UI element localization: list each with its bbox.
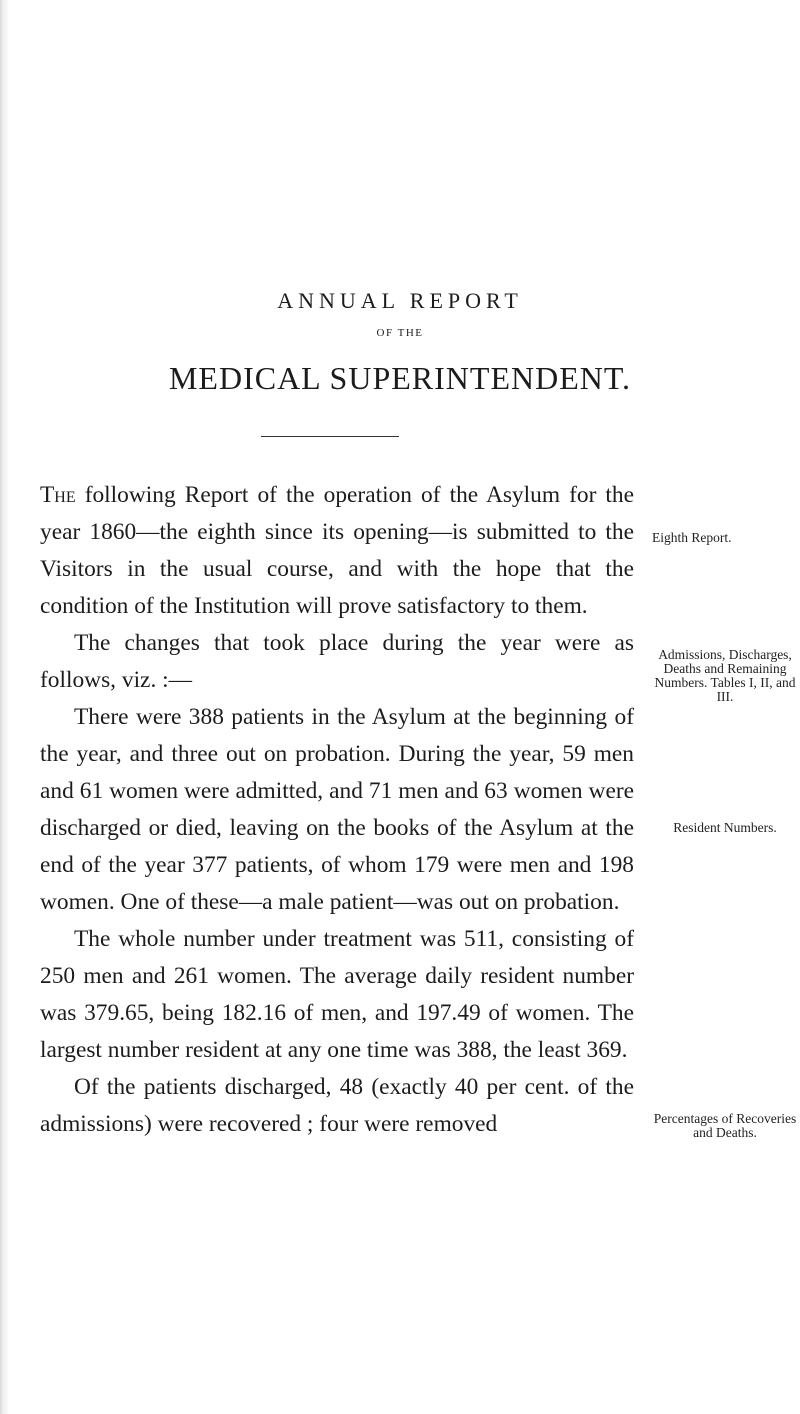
opening-word: The (40, 482, 76, 508)
report-heading: MEDICAL SUPERINTENDENT. (168, 360, 632, 396)
paragraph-intro (40, 477, 634, 625)
paragraph-changes: The changes that took place during the year were as follows, viz. :— (40, 630, 634, 693)
report-body (40, 477, 634, 1143)
report-subtitle: OF THE (376, 327, 424, 339)
paragraph-treatment: The whole number under treatment was 511, consisting of 250 men and 261 women. The average daily resident number was 379.65, being 182.16 of men, and 197.49 of women. The largest number resident at any one time was 388, the least 369. (40, 926, 634, 1063)
paragraph-intro-text: following Report of the operation of the Asylum for the year 1860—the eighth since its opening—is submitted to the Visitors in the usual course, and with the hope that the condition of the Institution will prove satisfactory to them. (40, 482, 634, 619)
margin-note-resident-numbers: Resident Numbers. (673, 820, 777, 835)
report-title: ANNUAL REPORT (277, 288, 523, 313)
paragraph-discharged: Of the patients discharged, 48 (exactly 40 per cent. of the admissions) were recovered ; four were removed (40, 1074, 634, 1137)
page-edge-shadow (0, 0, 10, 1414)
paragraph-patients: There were 388 patients in the Asylum at the beginning of the year, and three out on probation. During the year, 59 men and 61 women were admitted, and 71 men and 63 women were discharged or died, leaving on the books of the Asylum at the end of the year 377 patients, of whom 179 were men and 198 women. One of these—a male patient—was out on probation. (40, 704, 634, 915)
title-divider (261, 436, 399, 437)
margin-note-eighth-report: Eighth Report. (652, 530, 732, 545)
margin-note-admissions: Admissions, Discharges, Deaths and Remaining Numbers. Tables I, II, and III. (654, 647, 796, 704)
margin-note-percentages: Percentages of Recoveries and Deaths. (653, 1111, 797, 1140)
